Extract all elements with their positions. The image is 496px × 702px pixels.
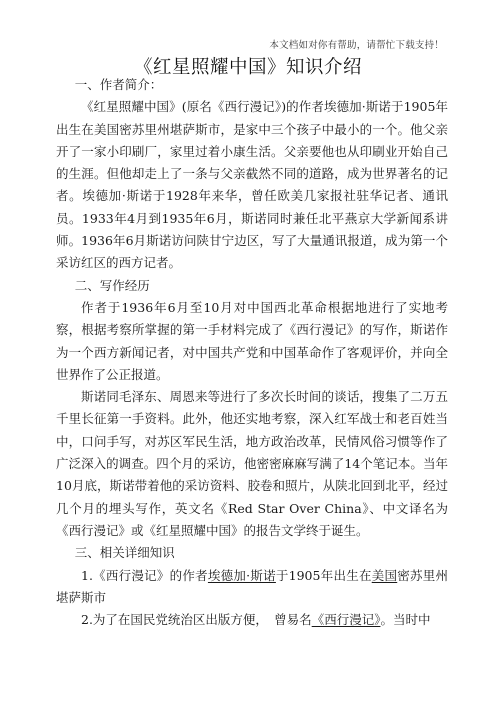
item2-title-underlined: 《西行漫记》 bbox=[311, 612, 381, 628]
knowledge-item-1 bbox=[56, 565, 448, 610]
item1-suffix: 密苏里州堪萨斯市 bbox=[56, 567, 448, 605]
item1-prefix: 1.《西行漫记》的作者 bbox=[81, 567, 208, 583]
item1-country-underlined: 美国 bbox=[371, 567, 398, 583]
page-title: 《红星照耀中国》知识介绍 bbox=[133, 57, 362, 78]
paragraph-writing-1: 作者于1936年6月至10月对中国西北革命根据地进行了实地考察，根据考察所掌握的第一手材料完成了《西行漫记》的写作，斯诺作为一个西方新闻记者，对中国共产党和中国革命作了客观评价，并向全世界作了公正报道。 bbox=[56, 299, 448, 382]
section-heading-writing: 二、写作经历 bbox=[74, 277, 150, 293]
paragraph-author-bio: 《红星照耀中国》(原名《西行漫记》)的作者埃德加·斯诺于1905年出生在美国密苏里州堪萨斯市，是家中三个孩子中最小的一个。他父亲开了一家小印刷厂，家里过着小康生活。父亲要他也从印刷业开始自己的生涯。但他却走上了一条与父亲截然不同的道路，成为世界著名的记者。埃德加·斯诺于1928年来华，曾任欧美几家报社驻华记者、通讯员。1933年4月到1935年6月，斯诺同时兼任北平燕京大学新闻系讲师。1936年6月斯诺访问陕甘宁边区，写了大量通讯报道，成为第一个采访红区的西方记者。 bbox=[56, 99, 448, 271]
section-heading-knowledge: 三、相关详细知识 bbox=[74, 545, 175, 561]
item2-suffix: 。当时中 bbox=[380, 612, 431, 628]
item2-prefix: 2.为了在国民党统治区出版方便， 曾易名 bbox=[81, 612, 312, 628]
paragraph-writing-2: 斯诺同毛泽东、周恩来等进行了多次长时间的谈话，搜集了二万五千里长征第一手资料。此外，他还实地考察，深入红军战士和老百姓当中，口问手写，对苏区军民生活，地方政治改革，民情风俗习惯等作了广泛深入的调查。四个月的采访，他密密麻麻写满了14个笔记本。当年10月底，斯诺带着他的采访资料、胶卷和照片，从陕北回到北平，经过几个月的埋头写作，英文名《Red Star Over China》、中文译名为《西行漫记》或《红星照耀中国》的报告文学终于诞生。 bbox=[56, 389, 448, 538]
section-heading-author: 一、作者简介： bbox=[74, 77, 163, 92]
item1-author-underlined: 埃德加·斯诺 bbox=[207, 567, 276, 583]
document-body bbox=[56, 74, 448, 631]
header-note: 本文档如对你有帮助，请帮忙下载支持！ bbox=[269, 40, 444, 51]
item1-middle: 于1905年出生在 bbox=[275, 567, 372, 583]
knowledge-item-2 bbox=[56, 609, 448, 631]
